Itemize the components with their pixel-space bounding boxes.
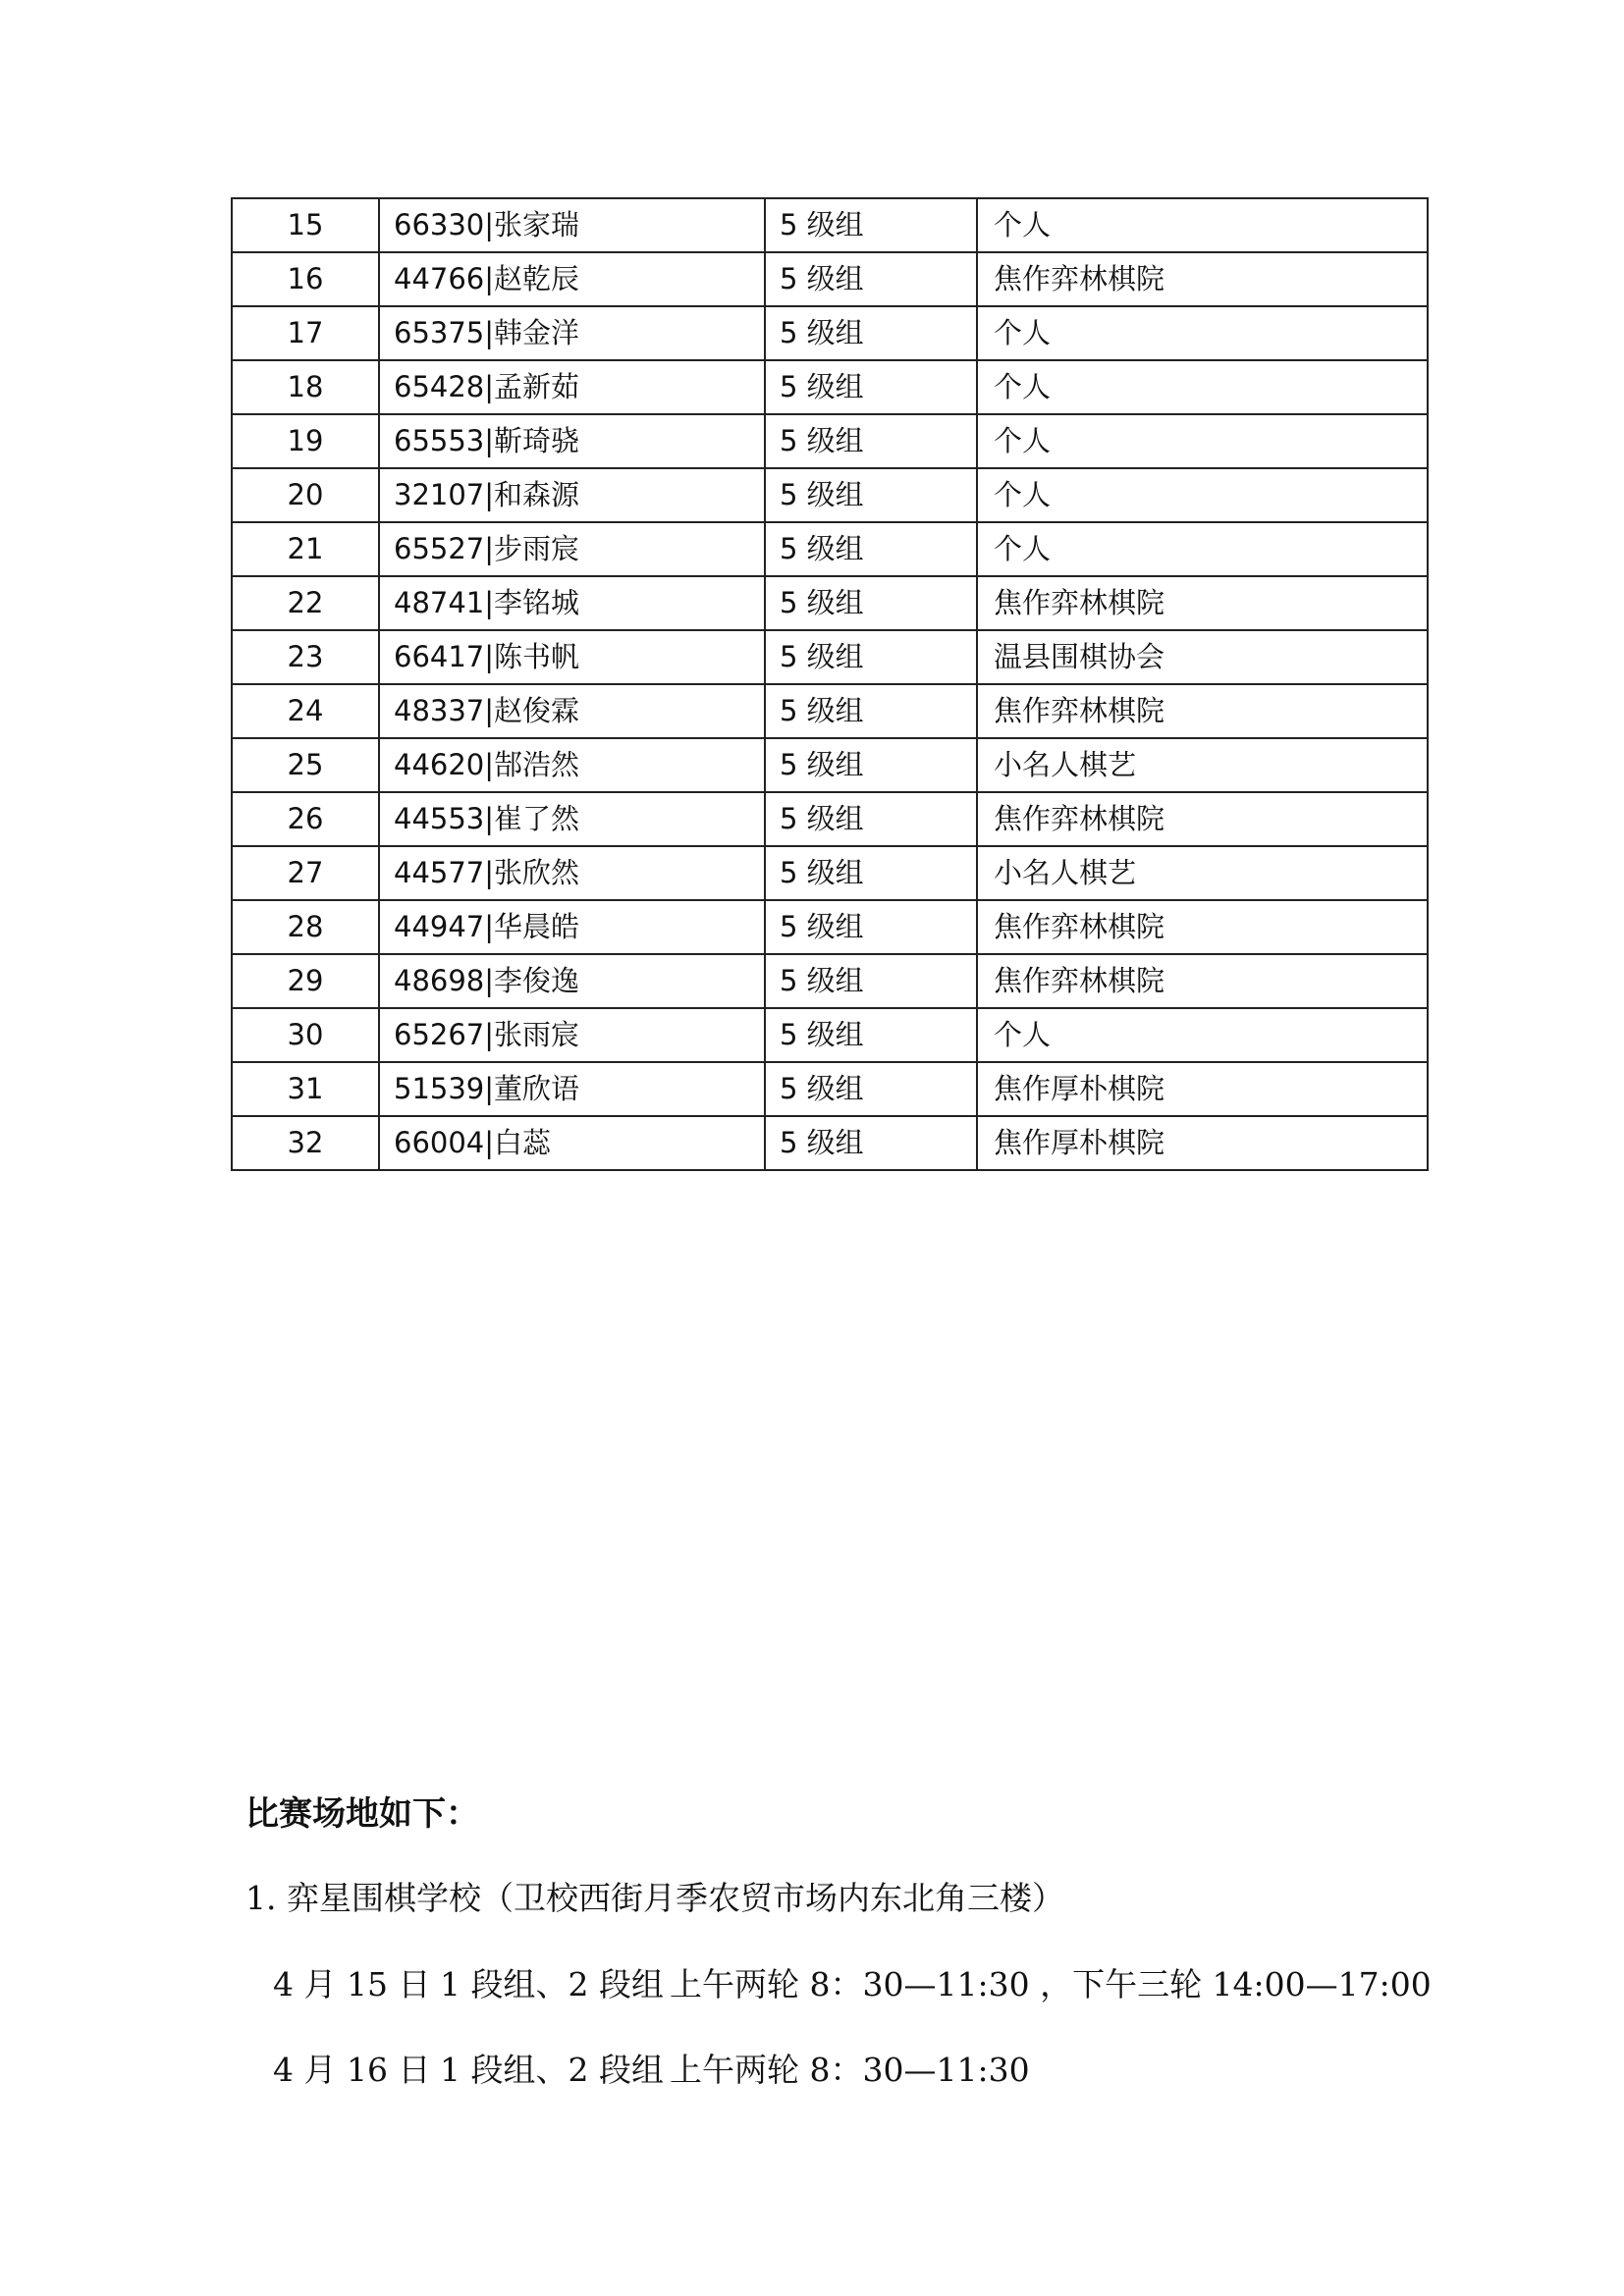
- table-row: [232, 630, 1428, 684]
- organization-cell: 个人: [977, 198, 1428, 252]
- row-number-cell: 24: [232, 684, 379, 738]
- group-cell: 5 级组: [765, 198, 977, 252]
- organization-cell: 个人: [977, 522, 1428, 576]
- row-number-cell: 30: [232, 1008, 379, 1062]
- roster-table-body: [232, 198, 1428, 1170]
- table-row: [232, 792, 1428, 846]
- player-name-cell: 65375|韩金洋: [379, 306, 765, 360]
- group-cell: 5 级组: [765, 1116, 977, 1170]
- player-name-cell: 51539|董欣语: [379, 1062, 765, 1116]
- schedule-date: 4 月 15 日: [273, 1965, 431, 2003]
- group-cell: 5 级组: [765, 522, 977, 576]
- player-name-cell: 44620|郜浩然: [379, 738, 765, 792]
- row-number-cell: 32: [232, 1116, 379, 1170]
- player-name-cell: 48698|李俊逸: [379, 954, 765, 1008]
- row-number-cell: 15: [232, 198, 379, 252]
- table-row: [232, 1116, 1428, 1170]
- schedule-groups: 1 段组、2 段组: [440, 1965, 664, 2003]
- organization-cell: 个人: [977, 360, 1428, 414]
- group-cell: 5 级组: [765, 468, 977, 522]
- row-number-cell: 16: [232, 252, 379, 306]
- table-row: [232, 684, 1428, 738]
- organization-cell: 焦作弈林棋院: [977, 252, 1428, 306]
- group-cell: 5 级组: [765, 1008, 977, 1062]
- group-cell: 5 级组: [765, 1062, 977, 1116]
- player-name-cell: 44553|崔了然: [379, 792, 765, 846]
- player-name-cell: 44766|赵乾辰: [379, 252, 765, 306]
- table-row: [232, 738, 1428, 792]
- row-number-cell: 23: [232, 630, 379, 684]
- schedule-line: [273, 2045, 1030, 2091]
- schedule-groups: 1 段组、2 段组: [440, 2051, 664, 2089]
- table-row: [232, 576, 1428, 630]
- player-name-cell: 66004|白蕊: [379, 1116, 765, 1170]
- player-name-cell: 65527|步雨宸: [379, 522, 765, 576]
- table-row: [232, 198, 1428, 252]
- schedule-time: 上午两轮 8：30—11:30: [670, 2051, 1030, 2089]
- group-cell: 5 级组: [765, 414, 977, 468]
- venue-item-text: 弈星围棋学校（卫校西街月季农贸市场内东北角三楼）: [287, 1879, 1064, 1917]
- group-cell: 5 级组: [765, 792, 977, 846]
- player-name-cell: 32107|和森源: [379, 468, 765, 522]
- table-row: [232, 1062, 1428, 1116]
- row-number-cell: 18: [232, 360, 379, 414]
- table-row: [232, 846, 1428, 900]
- player-name-cell: 48741|李铭城: [379, 576, 765, 630]
- organization-cell: 小名人棋艺: [977, 738, 1428, 792]
- row-number-cell: 22: [232, 576, 379, 630]
- organization-cell: 焦作厚朴棋院: [977, 1062, 1428, 1116]
- group-cell: 5 级组: [765, 306, 977, 360]
- player-name-cell: 48337|赵俊霖: [379, 684, 765, 738]
- group-cell: 5 级组: [765, 684, 977, 738]
- row-number-cell: 28: [232, 900, 379, 954]
- organization-cell: 温县围棋协会: [977, 630, 1428, 684]
- row-number-cell: 21: [232, 522, 379, 576]
- row-number-cell: 26: [232, 792, 379, 846]
- table-row: [232, 468, 1428, 522]
- row-number-cell: 27: [232, 846, 379, 900]
- organization-cell: 焦作弈林棋院: [977, 684, 1428, 738]
- group-cell: 5 级组: [765, 252, 977, 306]
- organization-cell: 焦作弈林棋院: [977, 792, 1428, 846]
- roster-table: [231, 197, 1429, 1171]
- player-name-cell: 44577|张欣然: [379, 846, 765, 900]
- schedule-date: 4 月 16 日: [273, 2051, 431, 2089]
- table-row: [232, 900, 1428, 954]
- schedule-line: [273, 1959, 1432, 2005]
- row-number-cell: 29: [232, 954, 379, 1008]
- row-number-cell: 31: [232, 1062, 379, 1116]
- table-row: [232, 1008, 1428, 1062]
- group-cell: 5 级组: [765, 630, 977, 684]
- player-name-cell: 65267|张雨宸: [379, 1008, 765, 1062]
- row-number-cell: 17: [232, 306, 379, 360]
- group-cell: 5 级组: [765, 846, 977, 900]
- venue-item: [245, 1873, 1064, 1919]
- organization-cell: 个人: [977, 414, 1428, 468]
- table-row: [232, 522, 1428, 576]
- player-name-cell: 65428|孟新茹: [379, 360, 765, 414]
- player-name-cell: 65553|靳琦骁: [379, 414, 765, 468]
- organization-cell: 个人: [977, 306, 1428, 360]
- player-name-cell: 66417|陈书帆: [379, 630, 765, 684]
- group-cell: 5 级组: [765, 738, 977, 792]
- table-row: [232, 306, 1428, 360]
- player-name-cell: 66330|张家瑞: [379, 198, 765, 252]
- table-row: [232, 954, 1428, 1008]
- player-name-cell: 44947|华晨皓: [379, 900, 765, 954]
- table-row: [232, 414, 1428, 468]
- row-number-cell: 20: [232, 468, 379, 522]
- organization-cell: 个人: [977, 468, 1428, 522]
- row-number-cell: 25: [232, 738, 379, 792]
- organization-cell: 焦作弈林棋院: [977, 954, 1428, 1008]
- organization-cell: 焦作弈林棋院: [977, 576, 1428, 630]
- table-row: [232, 360, 1428, 414]
- row-number-cell: 19: [232, 414, 379, 468]
- organization-cell: 个人: [977, 1008, 1428, 1062]
- venue-item-number: 1.: [245, 1879, 277, 1917]
- venue-heading: 比赛场地如下：: [245, 1794, 479, 1834]
- organization-cell: 焦作弈林棋院: [977, 900, 1428, 954]
- schedule-time: 上午两轮 8：30—11:30 ，下午三轮 14:00—17:00: [670, 1965, 1432, 2003]
- table-row: [232, 252, 1428, 306]
- group-cell: 5 级组: [765, 576, 977, 630]
- group-cell: 5 级组: [765, 954, 977, 1008]
- organization-cell: 小名人棋艺: [977, 846, 1428, 900]
- group-cell: 5 级组: [765, 900, 977, 954]
- group-cell: 5 级组: [765, 360, 977, 414]
- organization-cell: 焦作厚朴棋院: [977, 1116, 1428, 1170]
